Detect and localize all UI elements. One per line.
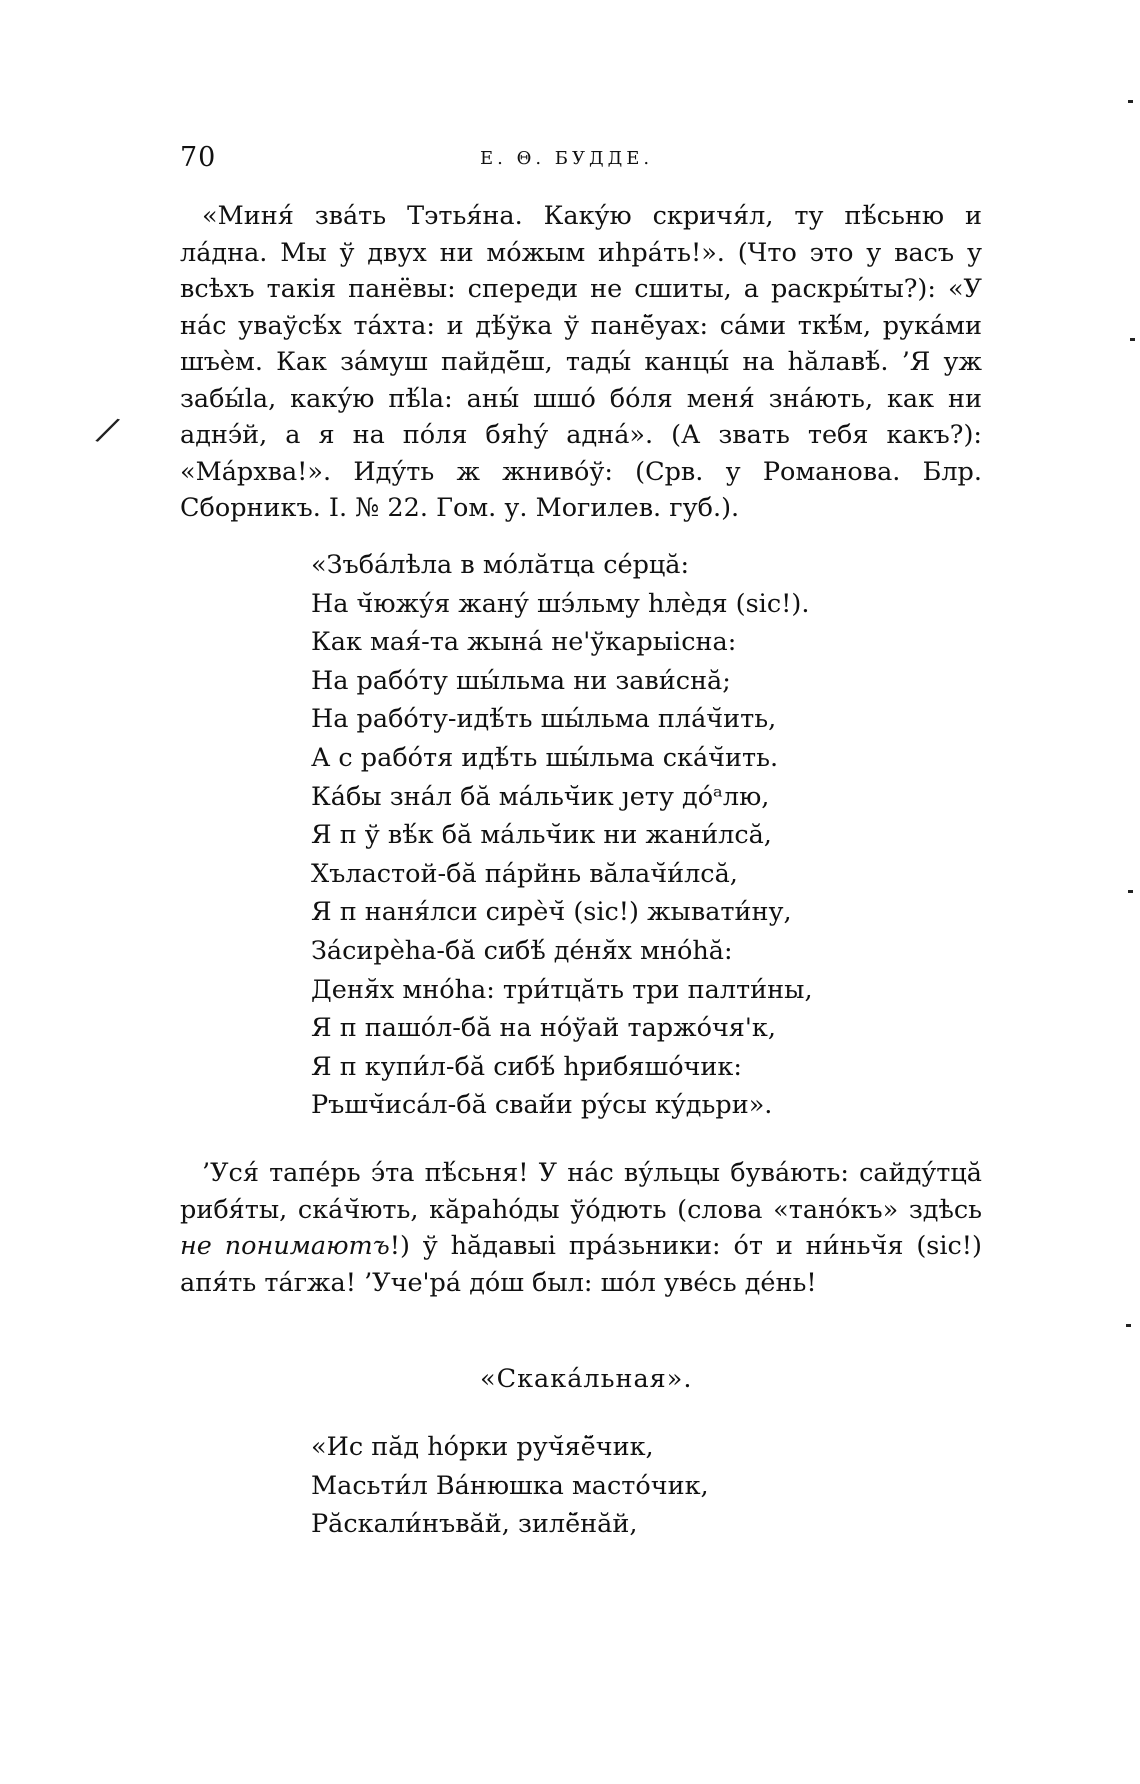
verse-line: «Ис пӑд hо́рки руч̆яё̆чик, xyxy=(311,1432,654,1462)
song-title: «Скака́льная». xyxy=(480,1364,693,1394)
paragraph-text xyxy=(180,1155,982,1301)
verse-line: На ч̆южу́я жану́ шэ́льму hлѐдя (sic!). xyxy=(311,588,810,619)
verse-line: За́сирѐhа-бӑ сибѣ́ де́ня̆х мно́hӑ: xyxy=(311,935,733,966)
scan-speck xyxy=(1128,100,1133,103)
page-header xyxy=(180,142,940,182)
verse-line: На рабо́ту-идѣ́ть шы́льма пла́ч̆ить, xyxy=(311,704,777,735)
verse-line: «Зъба́лѣла в мо́лӑтца се́рцӑ: xyxy=(311,550,690,580)
verse-line: Масьти́л Ва́нюшка масто́чик, xyxy=(311,1470,709,1501)
italic-phrase: не понимаютъ xyxy=(180,1231,390,1261)
verse-line: Ръшч̆иса́л-бӑ свай́и ру́сы ку́дьри». xyxy=(311,1090,773,1121)
body-paragraph-2 xyxy=(180,1155,982,1301)
margin-annotation-mark: / xyxy=(96,409,120,451)
verse-block-2 xyxy=(311,1428,931,1544)
paragraph-text-part-2: !) ў hӑдавыі пра́зьники: о́т и ни́ньч̆я (sic!) апя́ть та́гжа! ’Уче'ра́ до́ш был: шо́л увéсь де́нь! xyxy=(180,1231,983,1298)
paragraph-text-part-1: ’Уся́ тапе́рь э́та пѣ́сьня! У на́с ву́льцы бува́ють: сайду́тцӑ рибя́ты, ска́ч̆ють, кӑраhо́ды ўо́дють (слова «тано́къ» здѣсь xyxy=(180,1158,982,1225)
running-head: Е. Θ. БУДДЕ. xyxy=(480,148,654,169)
verse-line: Я п купи́л-бӑ сибѣ́ hрибяшо́чик: xyxy=(311,1051,742,1082)
verse-line: А с рабо́тя идѣ́ть шы́льма ска́ч̆ить. xyxy=(311,742,779,773)
verse-line: Я п пашо́л-бӑ на но́ўай таржо́чя'к, xyxy=(311,1013,776,1044)
page-number: 70 xyxy=(180,142,217,173)
verse-line: Как мая́-та жына́ не'ўкарыісна: xyxy=(311,627,737,658)
paragraph-text: «Миня́ зва́ть Тэтья́на. Каку́ю скричя́л, ту пѣ́сьню и ла́дна. Мы ў двух ни мо́жым иhра́ть!». (Что это у васъ у всѣхъ такія панёвы: спереди не сшиты, а раскры́ты?): «У на́с уваўсѣ́х та́хта: и дѣ́ўка ў панё̆уах: са́ми ткѣ́м, рука́ми шъѐм. Как за́муш пайдё̆ш, тады́ канцы́ на hӑлавѣ́. ’Я уж забы́lа, каку́ю пѣ́lа: аны́ шшо́ бо́ля меня́ зна́ють, как ни аднэ́й, а я на по́ля бяhу́ адна́». (А звать тебя какъ?): «Ма́рхва!». Иду́ть ж жниво́ў: (Срв. у Романова. Блр. Сборникъ. I. № 22. Гом. у. Могилев. губ.). xyxy=(180,201,982,523)
body-paragraph-1 xyxy=(180,198,982,527)
verse-line: Ка́бы зна́л бӑ ма́льч̆ик ȷету до́ᵃлю, xyxy=(311,781,770,812)
verse-line: На рабо́ту шы́льма ни зави́снӑ; xyxy=(311,665,731,696)
scan-speck xyxy=(1128,890,1133,893)
verse-line: Я п ў вѣ́к бӑ ма́льч̆ик ни жани́лсӑ, xyxy=(311,820,772,851)
scan-speck xyxy=(1130,338,1135,341)
scan-speck xyxy=(1126,1324,1131,1327)
verse-line: Хъластой-бӑ па́рйнь вӑлач̆и́лсӑ, xyxy=(311,858,738,889)
verse-line: Я п наня́лси сирѐч̆ (sic!) жывати́ну, xyxy=(311,897,792,928)
verse-line: Деня̆х мно́hа: три́тцӑть три палти́ны, xyxy=(311,974,813,1005)
verse-block-1 xyxy=(311,546,931,1125)
verse-line: Рӑскали́нъвӑй, зилё̆нӑй, xyxy=(311,1509,638,1540)
